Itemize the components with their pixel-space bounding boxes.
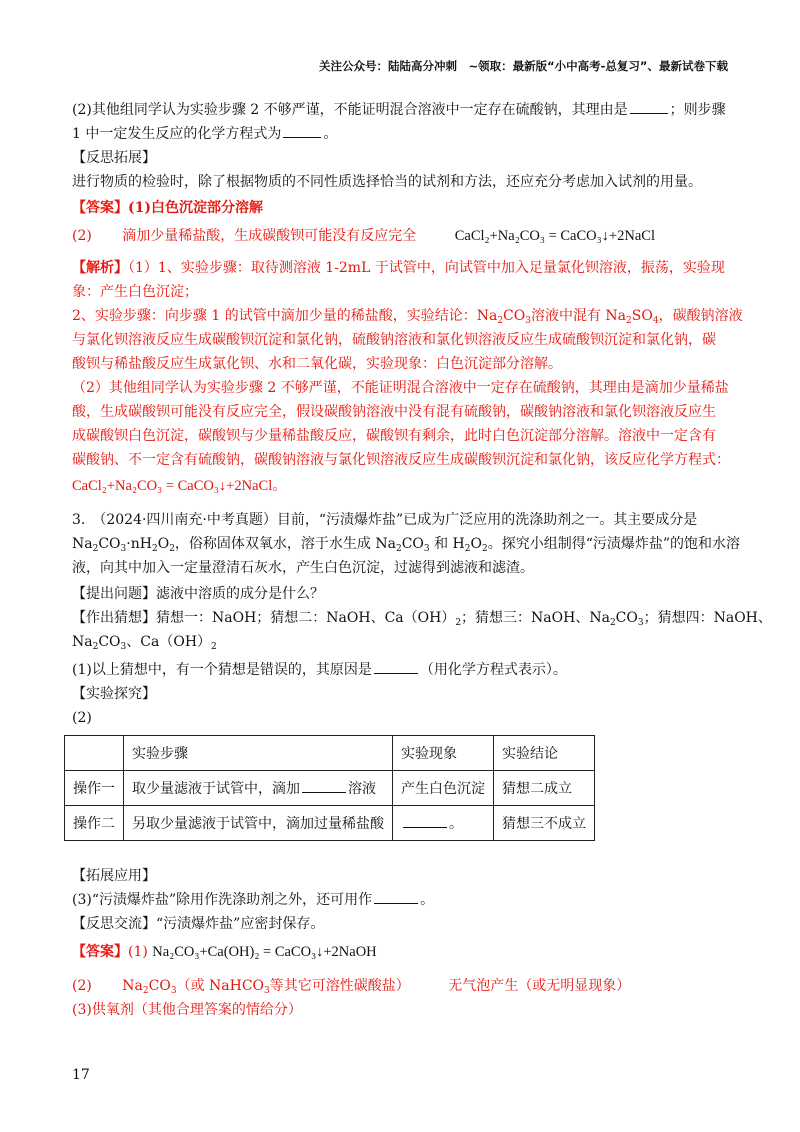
table-cell: 操作二 [65,806,124,841]
q3-guess-line2: $Na_2CO_3$、$Ca(OH)_2$ [72,634,217,652]
table-header-cell: 实验结论 [494,736,595,771]
table-header-cell: 实验现象 [393,736,494,771]
q2-line2: 1 中一定发生反应的化学方程式为 。 [72,126,338,142]
answer2-line3: (3)供氧剂（其他合理答案的情给分） [72,1002,302,1018]
table-cell: 猜想二成立 [494,771,595,806]
q3-exchange: 【反思交流】“污渍爆炸盐”应密封保存。 [72,916,325,932]
table-cell: 另取少量滤液于试管中，滴加过量稀盐酸 [124,806,393,841]
table-row [65,806,595,841]
answer-blank[interactable] [374,891,418,904]
answer-blank[interactable] [283,125,321,138]
analysis1-line5: 酸钡与稀盐酸反应生成氯化钡、水和二氧化碳，实验现象：白色沉淀部分溶解。 [72,356,562,372]
answer-blank[interactable] [302,780,346,793]
analysis1-line2: 象：产生白色沉淀； [72,284,198,300]
table-row [65,771,595,806]
q3-line1: 3. （2024·四川南充·中考真题）目前，“污渍爆炸盐”已成为广泛应用的洗涤助剂之一。其主要成分是 [72,512,698,528]
q2-line1: (2)其他组同学认为实验步骤 2 不够严谨，不能证明混合溶液中一定存在硫酸钠，其理由是 ；则步骤 [72,102,726,118]
reflect-text: 进行物质的检验时，除了根据物质的不同性质选择恰当的试剂和方法，还应充分考虑加入试剂的用量。 [72,174,702,190]
q3-question: 【提出问题】滤液中溶质的成分是什么？ [72,586,324,602]
analysis1-line8: 成碳酸钡白色沉淀，碳酸钡与少量稀盐酸反应，碳酸钡有剩余，此时白色沉淀部分溶解。溶液中一定含有 [72,428,716,444]
analysis1-line4: 与氯化钡溶液反应生成碳酸钡沉淀和氯化钠，硫酸钠溶液和氯化钡溶液反应生成硫酸钡沉淀和氯化钠，碳 [72,332,716,348]
equation: Na₂CO₃+Ca(OH)₂ = CaCO₃↓+2NaOH [152,944,377,960]
q3-guess-line1: 【作出猜想】猜想一：NaOH；猜想二：NaOH、$Ca(OH)_2$；猜想三：NaOH、$Na_2CO_3$；猜想四：NaOH、 [72,610,772,628]
q3-sub3: (3)“污渍爆炸盐”除用作洗涤助剂之外，还可用作 。 [72,892,435,908]
q3-explore: 【实验探究】 [72,686,156,702]
answer-blank[interactable] [630,101,668,114]
q3-line2: $Na_2CO_3\cdot nH_2O_2$，俗称固体双氧水，溶于水生成 $Na_2CO_3$ 和 $H_2O_2$。探究小组制得“污渍爆炸盐”的饱和水溶 [72,536,741,554]
table-cell: 。 [393,806,494,841]
analysis1-line1: 【解析】（1）1、实验步骤：取待测溶液 1-2mL 于试管中，向试管中加入足量氯化钡溶液，振荡，实验现 [72,260,725,276]
analysis1-line3: 2、实验步骤：向步骤 1 的试管中滴加少量的稀盐酸，实验结论：$Na_2CO_3$溶液中混有 $Na_2SO_4$，碳酸钠溶液 [72,308,743,326]
table-cell: 操作一 [65,771,124,806]
table-header-cell: 实验步骤 [124,736,393,771]
analysis1-line7: 酸，生成碳酸钡可能没有反应完全，假设碳酸钠溶液中没有混有硫酸钠，碳酸钠溶液和氯化钡溶液反应生 [72,404,716,420]
reflect-title: 【反思拓展】 [72,150,156,166]
q3-line3: 液，向其中加入一定量澄清石灰水，产生白色沉淀，过滤得到滤液和滤渣。 [72,560,534,576]
q3-apply: 【拓展应用】 [72,868,156,884]
analysis1-equation: CaCl₂+Na₂CO₃ = CaCO₃↓+2NaCl。 [72,478,287,494]
answer-blank[interactable] [403,815,447,828]
table-cell: 猜想三不成立 [494,806,595,841]
q3-sub2: (2) [72,710,92,726]
table-cell: 取少量滤液于试管中，滴加 溶液 [124,771,393,806]
table-header-cell [65,736,124,771]
analysis1-line9: 碳酸钠、不一定含有硫酸钠，碳酸钠溶液与氯化钡溶液反应生成碳酸钡沉淀和氯化钠，该反应化学方程式： [72,452,730,468]
answer1-part2: (2) 滴加少量稀盐酸，生成碳酸钡可能没有反应完全 CaCl₂+Na₂CO₃ = CaCO₃↓+2NaCl [72,228,655,244]
answer2-line1: 【答案】(1) Na₂CO₃+Ca(OH)₂ = CaCO₃↓+2NaOH [72,944,377,960]
experiment-table [64,735,595,841]
answer1-line: 【答案】(1)白色沉淀部分溶解 [72,200,263,216]
page-header: 关注公众号：陆陆高分冲刺 ~领取：最新版“小中高考-总复习”、最新试卷下载 [318,59,728,73]
page-number: 17 [72,1067,90,1083]
table-cell: 产生白色沉淀 [393,771,494,806]
table-header-row [65,736,595,771]
q3-sub1: (1)以上猜想中，有一个猜想是错误的，其原因是 （用化学方程式表示）。 [72,662,567,678]
equation: CaCl₂+Na₂CO₃ = CaCO₃↓+2NaCl [454,228,655,244]
answer-blank[interactable] [374,661,418,674]
analysis1-line6: （2）其他组同学认为实验步骤 2 不够严谨，不能证明混合溶液中一定存在硫酸钠，其理由是滴加少量稀盐 [72,380,729,396]
answer2-line2: (2) $Na_2CO_3$（或 NaHCO$_3$等其它可溶性碳酸盐） 无气泡产生（或无明显现象） [72,978,631,996]
